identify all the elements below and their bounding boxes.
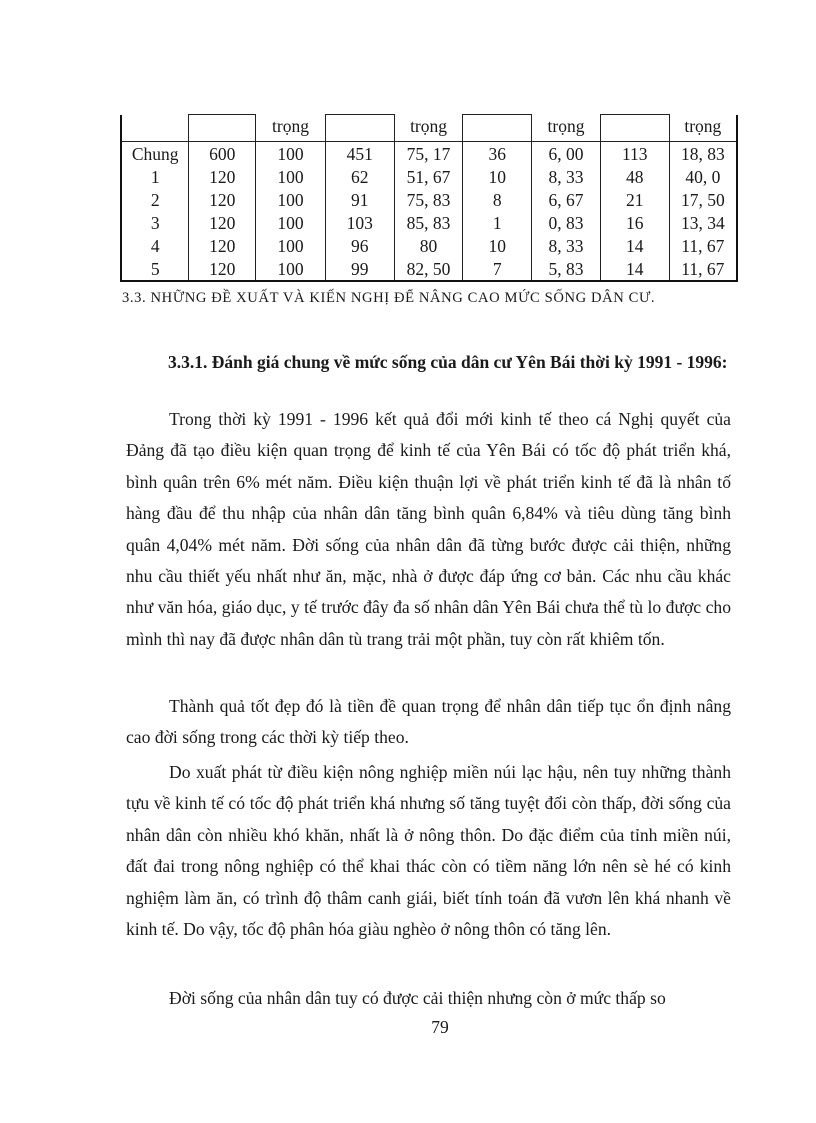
table-header-row [121,115,737,142]
table-cell: 14 [600,257,669,281]
table-cell: 10 [463,165,532,188]
table-cell: 0, 83 [532,211,601,234]
table-cell: 82, 50 [394,257,463,281]
table-cell: 75, 17 [394,142,463,166]
table-cell: 14 [600,234,669,257]
subsection-heading: 3.3.1. Đánh giá chung về mức sống của dân cư Yên Bái thời kỳ 1991 - 1996: [168,352,728,372]
table-cell: 100 [256,188,326,211]
table-cell: 6, 00 [532,142,601,166]
table-cell: 17, 50 [669,188,737,211]
table-cell: 62 [325,165,394,188]
table-cell: 100 [256,211,326,234]
table-header-cell: trọng [669,115,737,142]
table-cell: 8, 33 [532,234,601,257]
table-cell: 40, 0 [669,165,737,188]
table-cell: 85, 83 [394,211,463,234]
table-cell: 21 [600,188,669,211]
table-row [121,165,737,188]
table-cell: 6, 67 [532,188,601,211]
table-cell: 13, 34 [669,211,737,234]
table-row [121,234,737,257]
table-cell: 2 [121,188,189,211]
table-cell: 80 [394,234,463,257]
table-cell: 75, 83 [394,188,463,211]
table-cell: 36 [463,142,532,166]
table-cell: 11, 67 [669,234,737,257]
table-cell: 8, 33 [532,165,601,188]
table-cell: Chung [121,142,189,166]
page-number: 79 [431,1017,449,1037]
table-cell: 100 [256,234,326,257]
table-header-cell [463,115,532,142]
table-cell: 451 [325,142,394,166]
table-cell: 600 [189,142,256,166]
table-cell: 120 [189,188,256,211]
table-cell: 120 [189,234,256,257]
table-header-cell [600,115,669,142]
table-cell: 3 [121,211,189,234]
table-cell: 103 [325,211,394,234]
table-cell: 120 [189,165,256,188]
table-cell: 51, 67 [394,165,463,188]
section-heading: 3.3. NHỮNG ĐỀ XUẤT VÀ KIẾN NGHỊ ĐỂ NÂNG CAO MỨC SỐNG DÂN CƯ. [122,290,656,306]
table-cell: 1 [121,165,189,188]
table-cell: 11, 67 [669,257,737,281]
living-standard-table [120,114,738,282]
table-cell: 113 [600,142,669,166]
body-paragraph: Do xuất phát từ điều kiện nông nghiệp miền núi lạc hậu, nên tuy những thành tựu về kinh tế có tốc độ phát triển khá nhưng số tăng tuyệt đối còn thấp, đời sống của nhân dân còn nhiều khó khăn, nhất là ở nông thôn. Do đặc điểm của tỉnh miền núi, đất đai trong nông nghiệp có thể khai thác còn có tiềm năng lớn nên sè hé có kinh nghiệm làm ăn, có trình độ thâm canh giái, biết tính toán đã vươn lên khá nhanh về kinh tế. Do vậy, tốc độ phân hóa giàu nghèo ở nông thôn có tăng lên. [126,762,731,940]
table-cell: 120 [189,257,256,281]
body-paragraph: Thành quả tốt đẹp đó là tiền đề quan trọng để nhân dân tiếp tục ổn định nâng cao đời sống trong các thời kỳ tiếp theo. [126,696,731,748]
table-header-cell [189,115,256,142]
table-row [121,142,737,166]
table-cell: 7 [463,257,532,281]
table-header-cell: trọng [394,115,463,142]
table-row [121,257,737,281]
table-cell: 100 [256,165,326,188]
table-header-cell [325,115,394,142]
table-cell: 10 [463,234,532,257]
table-cell: 8 [463,188,532,211]
table-cell: 91 [325,188,394,211]
table-cell: 16 [600,211,669,234]
table-cell: 5, 83 [532,257,601,281]
table-row [121,188,737,211]
table-cell: 120 [189,211,256,234]
table-cell: 100 [256,142,326,166]
table-cell: 1 [463,211,532,234]
table-cell: 48 [600,165,669,188]
table-cell: 99 [325,257,394,281]
body-paragraph: Đời sống của nhân dân tuy có được cải thiện nhưng còn ở mức thấp so [169,988,666,1008]
table-row [121,211,737,234]
table-cell: 100 [256,257,326,281]
table-cell: 18, 83 [669,142,737,166]
table-header-cell [121,115,189,142]
table-cell: 5 [121,257,189,281]
table-cell: 4 [121,234,189,257]
table-header-cell: trọng [532,115,601,142]
table-cell: 96 [325,234,394,257]
body-paragraph: Trong thời kỳ 1991 - 1996 kết quả đổi mới kinh tế theo cá Nghị quyết của Đảng đã tạo điều kiện quan trọng để kinh tế của Yên Bái có tốc độ phát triển khá, bình quân trên 6% mét năm. Điều kiện thuận lợi về phát triển kinh tế đã là nhân tố hàng đầu để thu nhập của nhân dân tăng bình quân 6,84% và tiêu dùng tăng bình quân 4,04% mét năm. Đời sống của nhân dân đã từng bước được cải thiện, những nhu cầu thiết yếu nhất như ăn, mặc, nhà ở được đáp ứng cơ bản. Các nhu cầu khác như văn hóa, giáo dục, y tế trước đây đa số nhân dân Yên Bái chưa thể tù lo được cho mình thì nay đã được nhân dân tù trang trải một phần, tuy còn rất khiêm tốn. [126,409,731,649]
table-header-cell: trọng [256,115,326,142]
